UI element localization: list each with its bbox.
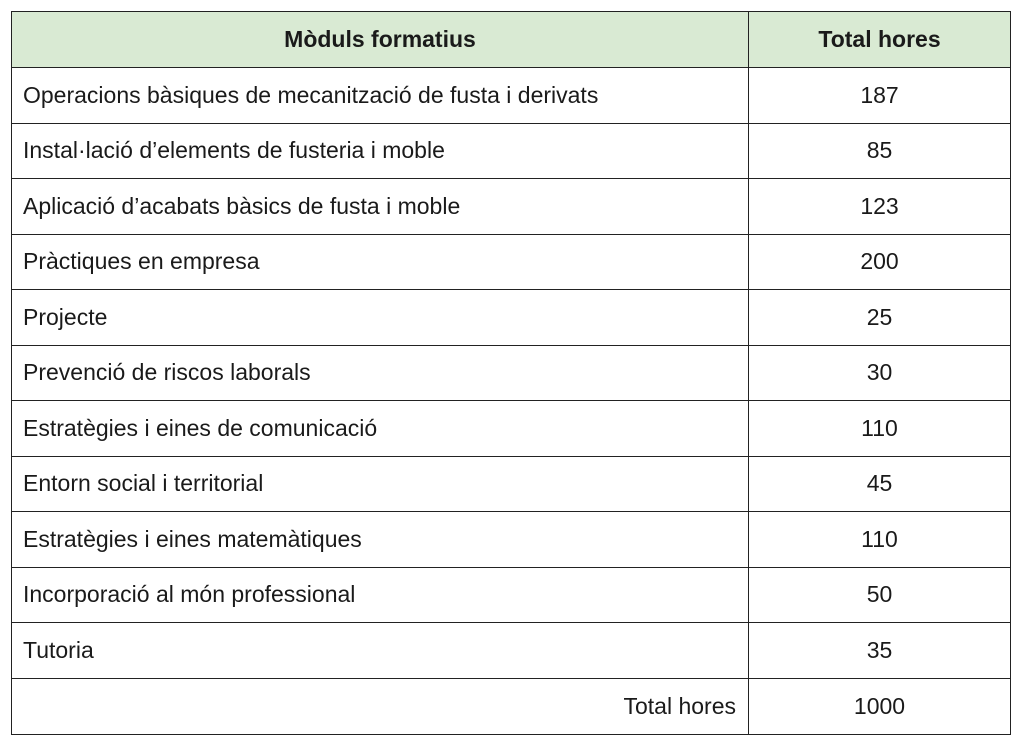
total-hours-value: 1000 (749, 678, 1011, 734)
table-row (12, 623, 1011, 679)
module-name: Projecte (12, 290, 749, 346)
total-hours-label: Total hores (12, 678, 749, 734)
table-row (12, 179, 1011, 235)
module-name: Prevenció de riscos laborals (12, 345, 749, 401)
modules-hours-table (11, 11, 1011, 735)
module-hours: 35 (749, 623, 1011, 679)
total-row (12, 678, 1011, 734)
module-name: Estratègies i eines matemàtiques (12, 512, 749, 568)
module-hours: 110 (749, 401, 1011, 457)
table-row (12, 456, 1011, 512)
module-name: Pràctiques en empresa (12, 234, 749, 290)
table-row (12, 512, 1011, 568)
table-row (12, 234, 1011, 290)
header-total-hours: Total hores (749, 12, 1011, 68)
module-name: Operacions bàsiques de mecanització de fusta i derivats (12, 68, 749, 124)
table-row (12, 123, 1011, 179)
module-hours: 110 (749, 512, 1011, 568)
module-hours: 187 (749, 68, 1011, 124)
table-header-row (12, 12, 1011, 68)
table-row (12, 68, 1011, 124)
module-hours: 85 (749, 123, 1011, 179)
table-row (12, 567, 1011, 623)
module-name: Entorn social i territorial (12, 456, 749, 512)
table-row (12, 401, 1011, 457)
module-name: Instal·lació d’elements de fusteria i moble (12, 123, 749, 179)
module-name: Estratègies i eines de comunicació (12, 401, 749, 457)
module-name: Tutoria (12, 623, 749, 679)
table-row (12, 290, 1011, 346)
module-name: Aplicació d’acabats bàsics de fusta i moble (12, 179, 749, 235)
module-hours: 200 (749, 234, 1011, 290)
module-hours: 123 (749, 179, 1011, 235)
module-hours: 50 (749, 567, 1011, 623)
module-hours: 45 (749, 456, 1011, 512)
table-row (12, 345, 1011, 401)
header-modules: Mòduls formatius (12, 12, 749, 68)
module-hours: 25 (749, 290, 1011, 346)
module-hours: 30 (749, 345, 1011, 401)
module-name: Incorporació al món professional (12, 567, 749, 623)
